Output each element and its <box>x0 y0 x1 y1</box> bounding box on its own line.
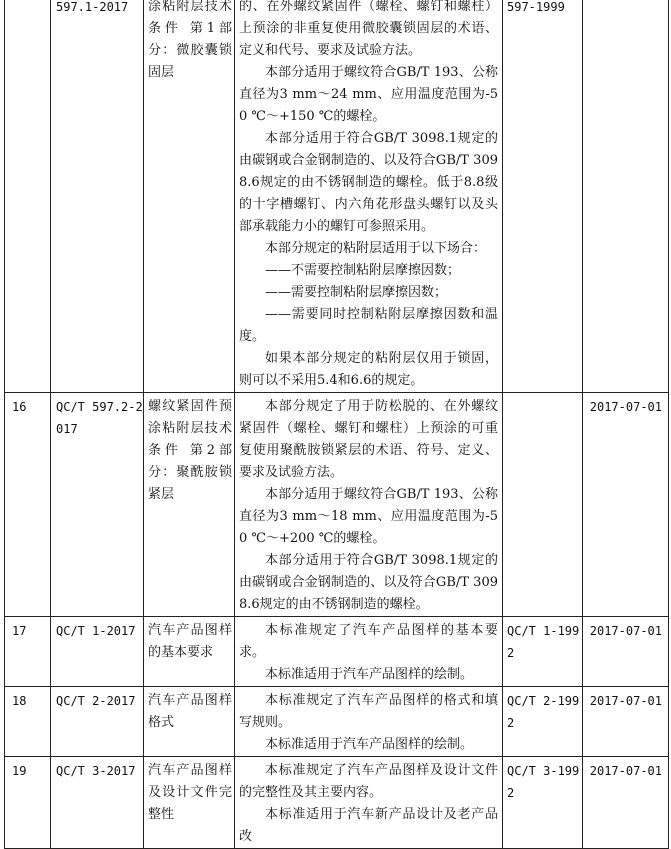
standard-code-cell: QC/T 2-2017 <box>51 687 144 757</box>
table-row <box>5 0 669 393</box>
replaced-standard-cell: QC/T 2-1992 <box>503 687 583 757</box>
scope-paragraph: 本部分适用于符合GB/T 3098.1规定的由碳钢或合金钢制造的、以及符合GB/T 3098.6规定的由不锈钢制造的螺栓。低于8.8级的十字槽螺钉、内六角花形盘头螺钉以及头部承载能力小的螺钉可参照采用。 <box>239 131 498 234</box>
row-number-cell: 16 <box>5 393 51 617</box>
replaced-standard-cell: QC/T 1-1992 <box>503 617 583 687</box>
scope-paragraph: 本部分规定了用于防松脱的、在外螺纹紧固件（螺栓、螺钉和螺柱）上预涂的可重复使用聚酰胺锁紧层的术语、符号、定义、要求及试验方法。 <box>239 399 498 480</box>
standard-code-cell: QC/T 597.2-2017 <box>51 393 144 617</box>
table-row <box>5 393 669 617</box>
row-number-cell: 17 <box>5 617 51 687</box>
effective-date-cell <box>583 0 669 393</box>
scope-paragraph: ——不需要控制粘附层摩擦因数； <box>265 263 461 278</box>
scope-cell <box>235 757 503 849</box>
table-body <box>5 0 669 849</box>
scope-paragraph: 本部分规定的粘附层适用于以下场合： <box>265 241 487 256</box>
effective-date-cell: 2017-07-01 <box>583 617 669 687</box>
replaced-standard-cell: QC/T 3-1992 <box>503 757 583 849</box>
table-row <box>5 617 669 687</box>
replaced-standard-cell <box>503 393 583 617</box>
standard-code-cell: QC/T 1-2017 <box>51 617 144 687</box>
standard-code-cell: 597.1-2017 <box>51 0 144 393</box>
replaced-standard-cell: 597-1999 <box>503 0 583 393</box>
standards-table <box>4 0 669 849</box>
standard-code-cell: QC/T 3-2017 <box>51 757 144 849</box>
standard-name-cell: 汽车产品图样格式 <box>144 687 235 757</box>
row-number-cell: 18 <box>5 687 51 757</box>
scope-paragraph: 本标准规定了汽车产品图样的基本要求。 <box>239 623 498 660</box>
scope-paragraph: 本标准规定了汽车产品图样及设计文件的完整性及其主要内容。 <box>239 763 498 800</box>
effective-date-cell: 2017-07-01 <box>583 757 669 849</box>
row-number-cell: 19 <box>5 757 51 849</box>
scope-cell <box>235 687 503 757</box>
table-row <box>5 687 669 757</box>
scope-paragraph: 本标准适用于汽车产品图样的绘制。 <box>265 667 474 682</box>
scope-paragraph: ——需要控制粘附层摩擦因数； <box>265 285 448 300</box>
standard-name-cell: 汽车产品图样及设计文件完整性 <box>144 757 235 849</box>
effective-date-cell: 2017-07-01 <box>583 393 669 617</box>
scope-paragraph: 的、在外螺纹紧固件（螺栓、螺钉和螺柱）上预涂的非重复使用微胶囊锁固层的术语、定义和代号、要求及试验方法。 <box>239 0 498 58</box>
scope-paragraph: 本标准规定了汽车产品图样的格式和填写规则。 <box>239 693 498 730</box>
row-number-cell <box>5 0 51 393</box>
scope-paragraph: 本标准适用于汽车产品图样的绘制。 <box>265 737 474 752</box>
standard-name-cell: 涂粘附层技术条件 第1部分：微胶囊锁固层 <box>144 0 235 393</box>
table-row <box>5 757 669 849</box>
scope-paragraph: 本部分适用于螺纹符合GB/T 193、公称直径为3 mm～18 mm、应用温度范围为-50 ℃～+200 ℃的螺栓。 <box>239 487 498 546</box>
scope-cell <box>235 0 503 393</box>
scope-cell <box>235 393 503 617</box>
scope-paragraph: ——需要同时控制粘附层摩擦因数和温度。 <box>239 307 498 344</box>
standard-name-cell: 汽车产品图样的基本要求 <box>144 617 235 687</box>
scope-paragraph: 本部分适用于螺纹符合GB/T 193、公称直径为3 mm～24 mm、应用温度范围为-50 ℃～+150 ℃的螺栓。 <box>239 65 498 124</box>
scope-paragraph: 本标准适用于汽车新产品设计及老产品改 <box>239 807 498 844</box>
scope-paragraph: 本部分适用于符合GB/T 3098.1规定的由碳钢或合金钢制造的、以及符合GB/T 3098.6规定的由不锈钢制造的螺栓。 <box>239 553 498 612</box>
effective-date-cell: 2017-07-01 <box>583 687 669 757</box>
scope-cell <box>235 617 503 687</box>
standard-name-cell: 螺纹紧固件预涂粘附层技术条件 第2部分：聚酰胺锁紧层 <box>144 393 235 617</box>
scope-paragraph: 如果本部分规定的粘附层仅用于锁固，则可以不采用5.4和6.6的规定。 <box>239 351 498 388</box>
